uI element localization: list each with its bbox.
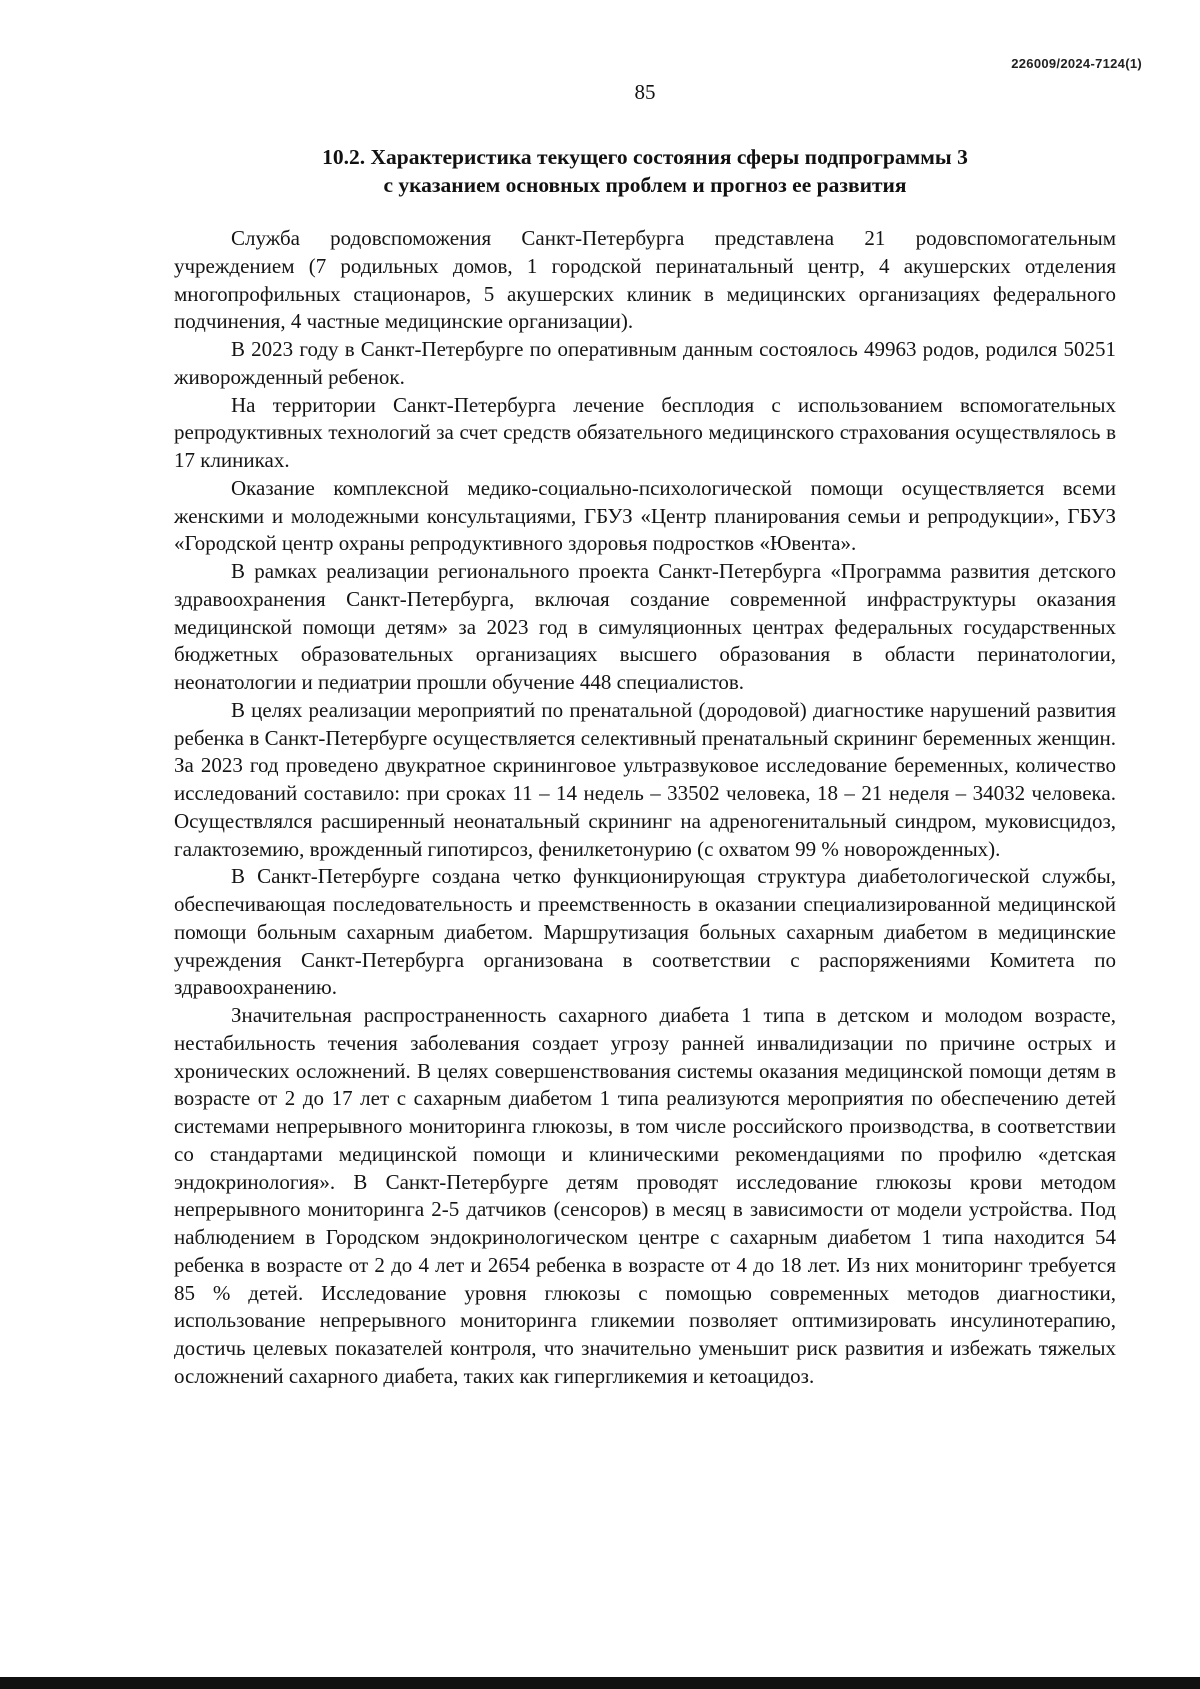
paragraph-births-2023: В 2023 году в Санкт-Петербурге по оперативным данным состоялось 49963 родов, родился 50251 живорожденный ребенок. bbox=[174, 337, 1116, 389]
scan-bottom-border bbox=[0, 1677, 1200, 1689]
section-heading bbox=[0, 143, 1200, 199]
paragraph-psychological-help: Оказание комплексной медико-социально-психологической помощи осуществляется всеми женскими и молодежными консультациями, ГБУЗ «Центр планирования семьи и репродукции», ГБУЗ «Городской центр охраны репродуктивного здоровья подростков «Ювента». bbox=[174, 475, 1116, 556]
paragraph-prenatal-screening: В целях реализации мероприятий по пренатальной (дородовой) диагностике нарушений развития ребенка в Санкт-Петербурге осуществляется селективный пренатальный скрининг беременных женщин. За 2023 год проведено двукратное скрининговое ультразвуковое исследование беременных, количество исследований составило: при сроках 11 – 14 недель – 33502 человека, 18 – 21 неделя – 34032 человека. Осуществлялся расширенный неонатальный скрининг на адреногенитальный синдром, муковисцидоз, галактоземию, врожденный гипотирсоз, фенилкетонурию (с охватом 99 % новорожденных). bbox=[174, 697, 1116, 861]
section-heading-line-1: 10.2. Характеристика текущего состояния сферы подпрограммы 3 bbox=[322, 145, 968, 169]
document-id: 226009/2024-7124(1) bbox=[1011, 56, 1142, 71]
document-body bbox=[174, 225, 1116, 1391]
paragraph-infertility-treatment: На территории Санкт-Петербурга лечение бесплодия с использованием вспомогательных репродуктивных технологий за счет средств обязательного медицинского страхования осуществлялось в 17 клиниках. bbox=[174, 392, 1116, 472]
section-heading-line-2: с указанием основных проблем и прогноз ее развития bbox=[383, 173, 907, 197]
paragraph-type1-diabetes: Значительная распространенность сахарного диабета 1 типа в детском и молодом возрасте, нестабильность течения заболевания создает угрозу ранней инвалидизации по причине острых и хронических осложнений. В целях совершенствования системы оказания медицинской помощи детям в возрасте от 2 до 17 лет с сахарным диабетом 1 типа реализуются мероприятия по обеспечению детей системами непрерывного мониторинга глюкозы, в том числе российского производства, в соответствии со стандартами медицинской помощи и клиническими рекомендациями по профилю «детская эндокринология». В Санкт-Петербурге детям проводят исследование глюкозы крови методом непрерывного мониторинга 2-5 датчиков (сенсоров) в месяц в зависимости от модели устройства. Под наблюдением в Городском эндокринологическом центре с сахарным диабетом 1 типа находится 54 ребенка в возрасте от 2 до 4 лет и 2654 ребенка в возрасте от 4 до 18 лет. Из них мониторинг требуется 85 % детей. Исследование уровня глюкозы с помощью современных методов диагностики, использование непрерывного мониторинга гликемии позволяет оптимизировать инсулинотерапию, достичь целевых показателей контроля, что значительно уменьшит риск развития и избежать тяжелых осложнений сахарного диабета, таких как гипергликемия и кетоацидоз. bbox=[174, 1003, 1116, 1388]
page-number: 85 bbox=[634, 80, 656, 104]
paragraph-regional-project: В рамках реализации регионального проекта Санкт-Петербурга «Программа развития детского здравоохранения Санкт-Петербурга, включая создание современной инфраструктуры оказания медицинской помощи детям» за 2023 год в симуляционных центрах федеральных государственных бюджетных образовательных организациях высшего образования в области перинатологии, неонатологии и педиатрии прошли обучение 448 специалистов. bbox=[174, 559, 1116, 694]
paragraph-diabetes-service: В Санкт-Петербурге создана четко функционирующая структура диабетологической службы, обеспечивающая последовательность и преемственность в оказании специализированной медицинской помощи больным сахарным диабетом. Маршрутизация больных сахарным диабетом в медицинские учреждения Санкт-Петербурга организована в соответствии с распоряжениями Комитета по здравоохранению. bbox=[174, 864, 1116, 1000]
paragraph-maternity-service: Служба родовспоможения Санкт-Петербурга представлена 21 родовспомогательным учреждением (7 родильных домов, 1 городской перинатальный центр, 4 акушерских отделения многопрофильных стационаров, 5 акушерских клиник в медицинских организациях федерального подчинения, 4 частные медицинские организации). bbox=[174, 226, 1116, 334]
